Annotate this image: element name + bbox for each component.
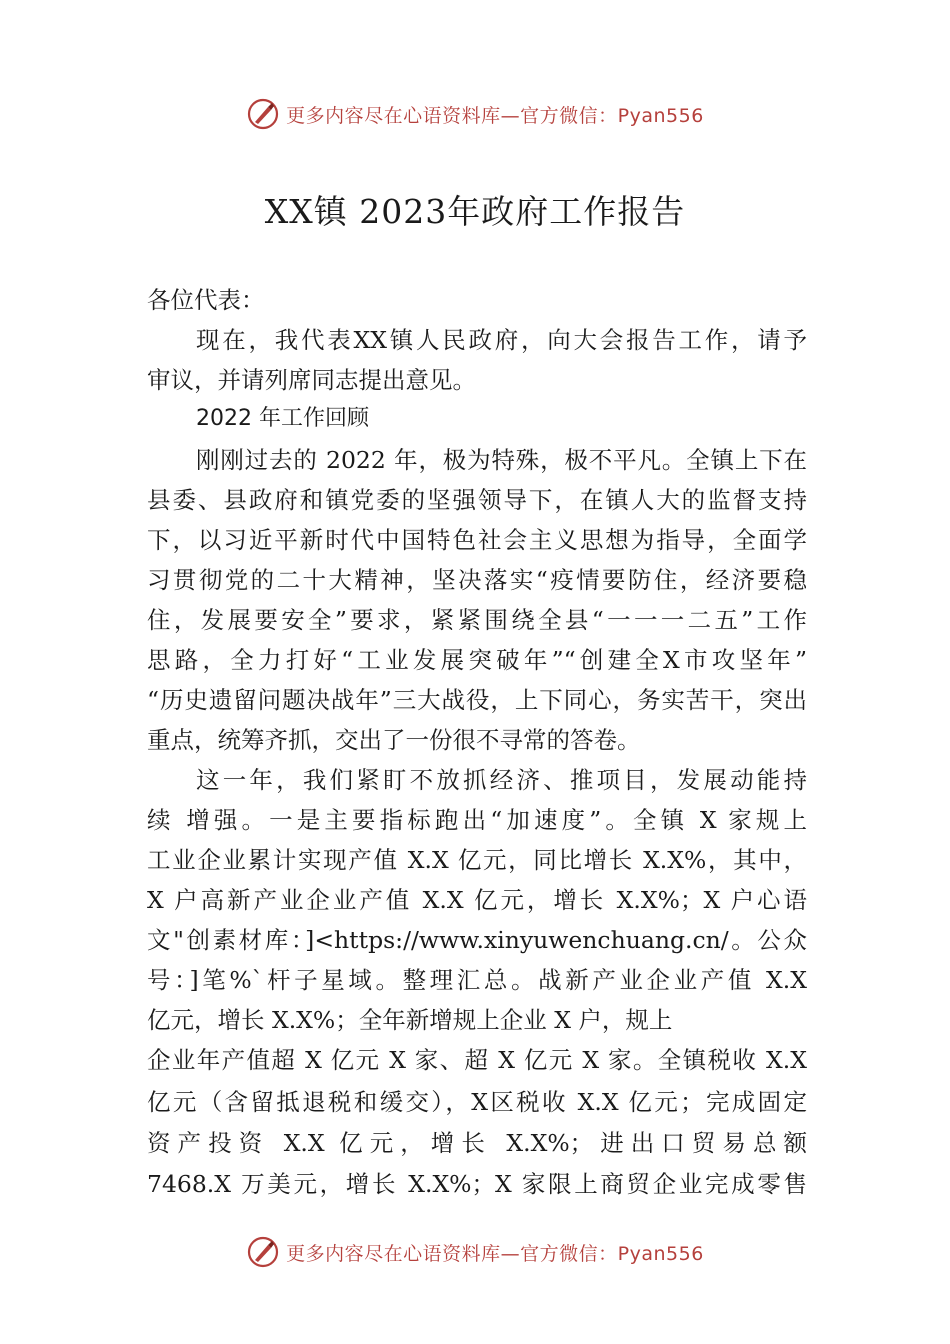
paragraph-line: 现在，我代表XX镇人民政府，向大会报告工作，请予	[196, 326, 807, 354]
document-title: XX镇 2023年政府工作报告	[264, 192, 686, 231]
header-banner	[0, 94, 950, 134]
paragraph-line: 文"创素材库：]<https://www.xinyuwenchuang.cn/。公众	[147, 926, 807, 954]
paragraph-line: 习贯彻党的二十大精神，坚决落实“疫情要防住，经济要稳	[147, 566, 807, 594]
paragraph-line: 资产投资 X.X 亿元，增长 X.X%；进出口贸易总额	[147, 1129, 807, 1157]
paragraph-line: 企业年产值超 X 亿元 X 家、超 X 亿元 X 家。全镇税收 X.X	[147, 1046, 807, 1074]
paragraph-line: 重点，统筹齐抓，交出了一份很不寻常的答卷。	[147, 726, 641, 754]
paragraph-line: 这一年，我们紧盯不放抓经济、推项目，发展动能持	[196, 766, 807, 794]
section-heading: 2022 年工作回顾	[196, 406, 369, 431]
paragraph-line: X 户高新产业企业产值 X.X 亿元，增长 X.X%；X 户心语	[147, 886, 807, 914]
paragraph-line: 亿元，增长 X.X%；全年新增规上企业 X 户，规上	[147, 1006, 673, 1034]
paragraph-line: 住，发展要安全”要求，紧紧围绕全县“一一一二五”工作	[147, 606, 807, 634]
paragraph-line: 工业企业累计实现产值 X.X 亿元，同比增长 X.X%，其中，	[147, 846, 807, 874]
paragraph-line: 续 增强。一是主要指标跑出“加速度”。全镇 X 家规上	[147, 806, 807, 834]
header-banner-text: 更多内容尽在心语资料库—官方微信：Pyan556	[286, 104, 704, 127]
paragraph-line: “历史遗留问题决战年”三大战役，上下同心，务实苦干，突出	[147, 686, 807, 714]
footer-banner	[0, 1232, 950, 1272]
paragraph-line: 县委、县政府和镇党委的坚强领导下，在镇人大的监督支持	[147, 486, 807, 514]
paragraph-line: 审议，并请列席同志提出意见。	[147, 366, 476, 394]
paragraph-line: 刚刚过去的 2022 年，极为特殊，极不平凡。全镇上下在	[196, 446, 807, 474]
pen-circle-logo-icon	[246, 97, 280, 131]
salutation: 各位代表：	[147, 286, 265, 314]
paragraph-line: 下，以习近平新时代中国特色社会主义思想为指导，全面学	[147, 526, 807, 554]
paragraph-line: 7468.X 万美元，增长 X.X%；X 家限上商贸企业完成零售	[147, 1170, 807, 1198]
footer-banner-text: 更多内容尽在心语资料库—官方微信：Pyan556	[286, 1242, 704, 1265]
paragraph-line: 号：]笔%`杆子星域。整理汇总。战新产业企业产值 X.X	[147, 966, 807, 994]
pen-circle-logo-icon	[246, 1235, 280, 1269]
paragraph-line: 思路，全力打好“工业发展突破年”“创建全X市攻坚年”	[147, 646, 807, 674]
paragraph-line: 亿元（含留抵退税和缓交），X区税收 X.X 亿元；完成固定	[147, 1088, 807, 1116]
